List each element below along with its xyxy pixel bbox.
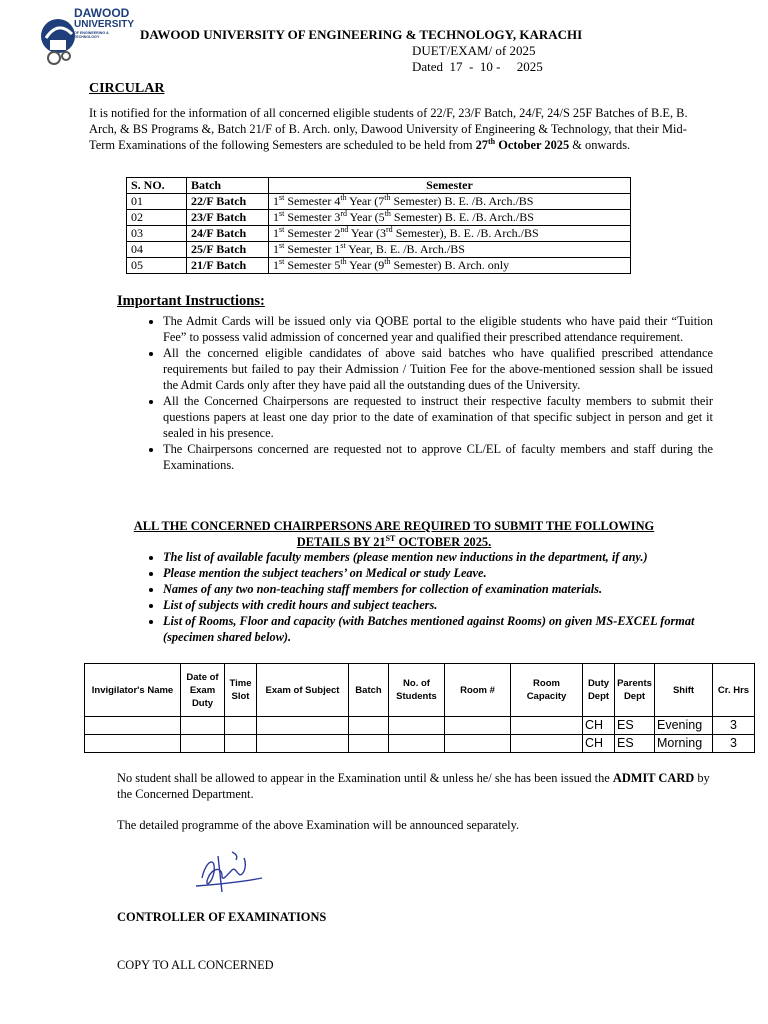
invigilator-cell: [349, 735, 389, 753]
invigilator-cell: Morning: [655, 735, 713, 753]
invigilator-cell: [85, 735, 181, 753]
instruction-item: • The Admit Cards will be issued only via QOBE portal to the eligible students who have paid their “Tuition Fee” to possess valid admission of concerned year and qualified their prescribed attendance requirement.: [163, 313, 713, 345]
deadline-suffix: ST: [385, 533, 396, 543]
note-text: No student shall be allowed to appear in the Examination until & unless he/ she has been issued the: [117, 771, 613, 785]
batch-row: [127, 194, 631, 210]
instruction-item: • All the Concerned Chairpersons are requested to instruct their respective faculty members to submit their questions papers at least one day prior to the date of examination of that specific subject in person and get it sealed in his presence.: [163, 393, 713, 441]
semester-text: Semester 4: [284, 194, 341, 208]
invigilator-table: [84, 663, 755, 753]
intro-day-suffix: th: [487, 136, 496, 146]
note-text-end: by the Concerned Department.: [117, 771, 710, 801]
semester-suffix: st: [279, 257, 285, 266]
instructions-list: [137, 313, 713, 473]
invigilator-cell: CH: [583, 735, 615, 753]
invigilator-cell: [257, 717, 349, 735]
semester-suffix: st: [340, 241, 346, 250]
chairpersons-heading-line1: ALL THE CONCERNED CHAIRPERSONS ARE REQUIRED TO SUBMIT THE FOLLOWING: [133, 519, 655, 533]
batch-table: [126, 177, 631, 274]
batch-name: 24/F Batch: [187, 226, 269, 242]
semester-text: 1: [273, 210, 279, 224]
invigilator-header: Room Capacity: [511, 664, 583, 717]
semester-text: Semester) B. E. /B. Arch./BS: [390, 210, 534, 224]
circular-date: Dated 17 - 10 - 2025: [412, 59, 543, 74]
invigilator-cell: [511, 717, 583, 735]
invigilator-header: Cr. Hrs: [713, 664, 755, 717]
semester-suffix: th: [340, 257, 347, 266]
invigilator-cell: [225, 717, 257, 735]
invigilator-cell: ES: [615, 735, 655, 753]
semester-suffix: th: [384, 193, 391, 202]
semester-text: Year (9: [346, 258, 385, 272]
semester-text: Year (3: [348, 226, 387, 240]
semester-text: 1: [273, 242, 279, 256]
circular-intro: [89, 105, 689, 153]
semester-suffix: st: [279, 225, 285, 234]
university-logo: [40, 6, 135, 70]
controller-title: CONTROLLER OF EXAMINATIONS: [117, 910, 327, 924]
invigilator-row: [85, 717, 755, 735]
semester-text: Semester), B. E. /B. Arch./BS: [392, 226, 539, 240]
invigilator-cell: [445, 717, 511, 735]
instruction-item: • The Chairpersons concerned are requested not to approve CL/EL of faculty members and staff during the Examinations.: [163, 441, 713, 473]
deadline-text: DETAILS BY 21: [296, 535, 386, 549]
batch-row: [127, 210, 631, 226]
invigilator-cell: [181, 735, 225, 753]
university-name: DAWOOD UNIVERSITY OF ENGINEERING & TECHNOLOGY, KARACHI: [140, 27, 583, 42]
invigilator-header: Time Slot: [225, 664, 257, 717]
batch-semester: [269, 242, 631, 258]
admit-card-note: [117, 770, 717, 802]
instruction-item: • All the concerned eligible candidates of above said batches who have qualified prescribed attendance requirements but failed to pay their Admission / Tuition Fee for the above-mentioned session shall be issued the Admit Cards only after they have paid all the outstanding dues of the University.: [163, 345, 713, 393]
invigilator-cell: CH: [583, 717, 615, 735]
copy-to-line: COPY TO ALL CONCERNED: [117, 958, 274, 972]
batch-row: [127, 242, 631, 258]
invigilator-header: Invigilator's Name: [85, 664, 181, 717]
invigilator-cell: [181, 717, 225, 735]
semester-suffix: rd: [340, 209, 348, 218]
batch-sno: 04: [127, 242, 187, 258]
semester-text: 1: [273, 226, 279, 240]
intro-text: It is notified for the information of all concerned eligible students of 22/F, 23/F Batch, 24/F, 24/S 25F Batches of B.E, B. Arch, & BS Programs &, Batch 21/F of B. Arch. only, Dawood University of Engineering & Technology, that their Mid-Term Examinations of the following Semesters are scheduled to be held from: [89, 106, 688, 152]
semester-suffix: st: [279, 241, 285, 250]
semester-text: Semester) B. Arch. only: [390, 258, 510, 272]
intro-end: & onwards.: [569, 138, 631, 152]
semester-text: Year (7: [346, 194, 385, 208]
semester-text: Semester 5: [284, 258, 341, 272]
required-item: • The list of available faculty members (please mention new inductions in the department, if any.): [163, 549, 715, 565]
invigilator-cell: [85, 717, 181, 735]
invigilator-header: Exam of Subject: [257, 664, 349, 717]
batch-semester: [269, 194, 631, 210]
batch-name: 25/F Batch: [187, 242, 269, 258]
semester-text: 1: [273, 194, 279, 208]
invigilator-cell: [225, 735, 257, 753]
invigilator-header: Shift: [655, 664, 713, 717]
header-semester: Semester: [269, 178, 631, 194]
invigilator-cell: [445, 735, 511, 753]
batch-name: 21/F Batch: [187, 258, 269, 274]
invigilator-table-header: [85, 664, 755, 717]
intro-day: 27: [475, 138, 488, 152]
semester-suffix: nd: [340, 225, 349, 234]
chairpersons-heading-line2: [97, 534, 691, 550]
intro-month: October 2025: [495, 138, 570, 152]
instructions-title: Important Instructions:: [117, 293, 265, 309]
deadline-month: OCTOBER 2025.: [395, 535, 492, 549]
circular-title: CIRCULAR: [89, 81, 165, 96]
semester-text: Semester 3: [284, 210, 341, 224]
header-sno: S. NO.: [127, 178, 187, 194]
invigilator-header: Date of Exam Duty: [181, 664, 225, 717]
invigilator-cell: [349, 717, 389, 735]
batch-sno: 01: [127, 194, 187, 210]
semester-text: 1: [273, 258, 279, 272]
invigilator-cell: [389, 735, 445, 753]
logo-word-engineering: OF ENGINEERING & TECHNOLOGY: [74, 31, 109, 39]
semester-text: Semester) B. E. /B. Arch./BS: [390, 194, 534, 208]
logo-word-dawood: DAWOOD: [74, 6, 130, 20]
required-item: • Please mention the subject teachers’ on Medical or study Leave.: [163, 565, 715, 581]
invigilator-cell: ES: [615, 717, 655, 735]
invigilator-header: Batch: [349, 664, 389, 717]
chairpersons-heading: [97, 518, 691, 550]
reference-number: DUET/EXAM/ of 2025: [412, 43, 536, 58]
batch-name: 23/F Batch: [187, 210, 269, 226]
batch-row: [127, 258, 631, 274]
batch-semester: [269, 258, 631, 274]
invigilator-header: No. of Students: [389, 664, 445, 717]
semester-text: Semester 2: [284, 226, 341, 240]
semester-suffix: st: [279, 209, 285, 218]
note-admit-card: ADMIT CARD: [612, 771, 695, 785]
invigilator-header: Parents Dept: [615, 664, 655, 717]
invigilator-row: [85, 735, 755, 753]
programme-note: The detailed programme of the above Examination will be announced separately.: [117, 818, 520, 832]
invigilator-cell: 3: [713, 717, 755, 735]
semester-suffix: th: [384, 257, 391, 266]
semester-suffix: th: [340, 193, 347, 202]
required-details-list: [137, 549, 715, 645]
batch-table-header: [127, 178, 631, 194]
batch-sno: 02: [127, 210, 187, 226]
batch-semester: [269, 226, 631, 242]
required-item: • List of Rooms, Floor and capacity (with Batches mentioned against Rooms) on given MS-EXCEL format (specimen shared below).: [163, 613, 715, 645]
batch-semester: [269, 210, 631, 226]
invigilator-cell: [511, 735, 583, 753]
semester-suffix: th: [384, 209, 391, 218]
batch-row: [127, 226, 631, 242]
semester-suffix: rd: [386, 225, 393, 234]
semester-text: Semester 1: [284, 242, 341, 256]
invigilator-cell: [389, 717, 445, 735]
invigilator-cell: 3: [713, 735, 755, 753]
semester-suffix: st: [279, 193, 285, 202]
required-item: • List of subjects with credit hours and subject teachers.: [163, 597, 715, 613]
invigilator-cell: Evening: [655, 717, 713, 735]
invigilator-header: Duty Dept: [583, 664, 615, 717]
header-batch: Batch: [187, 178, 269, 194]
signature-icon: [192, 848, 272, 896]
batch-name: 22/F Batch: [187, 194, 269, 210]
invigilator-cell: [257, 735, 349, 753]
required-item: • Names of any two non-teaching staff members for collection of examination materials.: [163, 581, 715, 597]
logo-word-university: UNIVERSITY: [74, 19, 135, 30]
batch-sno: 05: [127, 258, 187, 274]
semester-text: Year (5: [347, 210, 385, 224]
signature: [192, 848, 272, 896]
batch-sno: 03: [127, 226, 187, 242]
semester-text: Year, B. E. /B. Arch./BS: [345, 242, 465, 256]
invigilator-header: Room #: [445, 664, 511, 717]
